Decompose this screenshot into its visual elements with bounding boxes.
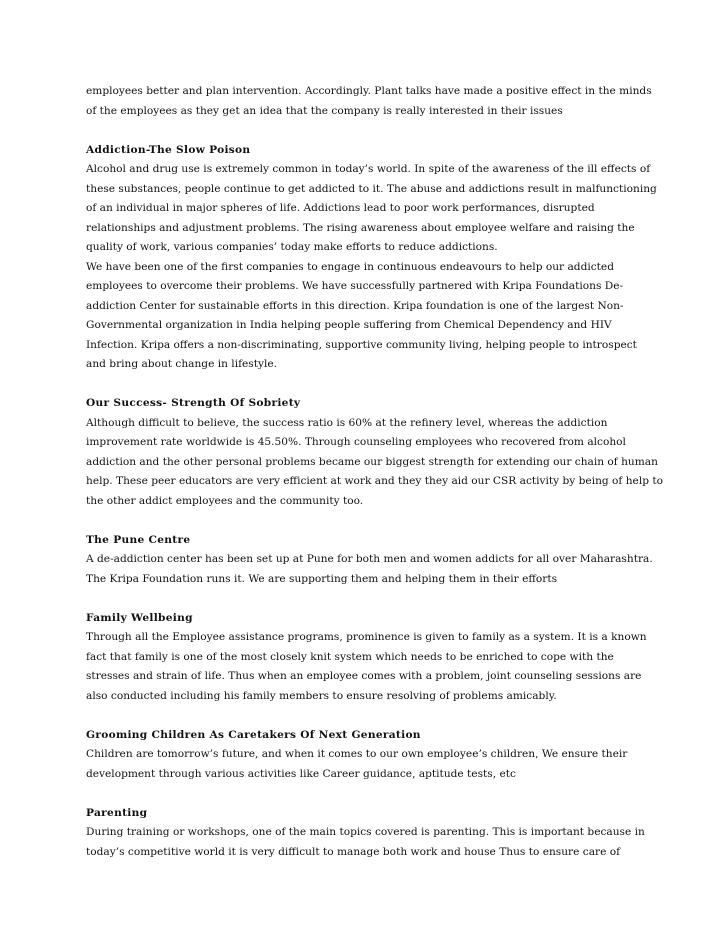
text-line: A de-addiction center has been set up at Pune for both men and women addicts for all over Maharashtra. (86, 553, 653, 565)
paragraph-gap (86, 589, 656, 609)
text-line: today’s competitive world it is very difficult to manage both work and house Thus to ensure care of (86, 845, 621, 858)
text-line: employees better and plan intervention. Accordingly. Plant talks have made a positive effect in the minds (86, 85, 652, 97)
text-line: Infection. Kripa offers a non-discriminating, supportive community living, helping people to introspect (86, 338, 637, 351)
section-family-wellbeing (86, 609, 656, 707)
text-line: stresses and strain of life. Thus when an employee comes with a problem, joint counseling sessions are (86, 670, 642, 682)
text-line: addiction and the other personal problems became our biggest strength for extending our chain of human (86, 455, 658, 468)
section-heading: Parenting (86, 806, 148, 819)
text-line: improvement rate worldwide is 45.50%. Through counseling employees who recovered from alcohol (86, 436, 626, 448)
text-line: of an individual in major spheres of life. Addictions lead to poor work performances, disrupted (86, 202, 595, 214)
text-line: Through all the Employee assistance programs, prominence is given to family as a system. It is a known (86, 631, 647, 643)
text-line: also conducted including his family members to ensure resolving of problems amicably. (86, 689, 557, 702)
text-line: employees to overcome their problems. We have successfully partnered with Kripa Foundations De- (86, 280, 624, 292)
paragraph-gap (86, 706, 656, 726)
section-addiction (86, 141, 656, 375)
text-line: these substances, people continue to get addicted to it. The abuse and addictions result in malfunctioning (86, 182, 657, 195)
text-line: the other addict employees and the community too. (86, 494, 364, 507)
section-heading: Our Success- Strength Of Sobriety (86, 397, 301, 409)
text-line: quality of work, various companies’ today make efforts to reduce addictions. (86, 241, 498, 253)
text-line: and bring about change in lifestyle. (86, 358, 277, 370)
paragraph-gap (86, 511, 656, 531)
text-line: Children are tomorrow’s future, and when it comes to our own employee’s children, We ensure their (86, 748, 628, 760)
text-line: During training or workshops, one of the main topics covered is parenting. This is important because in (86, 826, 645, 838)
section-pune-centre (86, 531, 656, 590)
text-line: We have been one of the first companies to engage in continuous endeavours to help our addicted (86, 260, 614, 273)
text-line: of the employees as they get an idea that the company is really interested in their issues (86, 104, 563, 117)
paragraph-gap (86, 121, 656, 141)
section-heading: Grooming Children As Caretakers Of Next Generation (86, 728, 421, 741)
paragraph-gap (86, 375, 656, 395)
section-grooming-children (86, 726, 656, 785)
section-heading: The Pune Centre (86, 533, 191, 546)
text-line: Alcohol and drug use is extremely common in today’s world. In spite of the awareness of the ill effects of (86, 163, 651, 175)
text-line: help. These peer educators are very efficient at work and they they aid our CSR activity by being of help to (86, 475, 663, 487)
text-line: The Kripa Foundation runs it. We are supporting them and helping them in their efforts (86, 572, 558, 585)
text-line: Governmental organization in India helping people suffering from Chemical Dependency and HIV (86, 319, 612, 331)
intro-paragraph (86, 82, 656, 121)
text-line: development through various activities like Career guidance, aptitude tests, etc (86, 767, 516, 780)
document-page (86, 82, 663, 862)
text-line: Although difficult to believe, the success ratio is 60% at the refinery level, whereas the addiction (86, 416, 608, 429)
text-line: relationships and adjustment problems. The rising awareness about employee welfare and raising the (86, 221, 635, 234)
section-heading: Addiction-The Slow Poison (86, 143, 251, 156)
text-line: addiction Center for sustainable efforts in this direction. Kripa foundation is one of the largest Non- (86, 299, 624, 312)
section-heading: Family Wellbeing (86, 611, 193, 624)
section-our-success (86, 394, 663, 511)
section-parenting (86, 804, 656, 863)
paragraph-gap (86, 784, 656, 804)
text-line: fact that family is one of the most closely knit system which needs to be enriched to cope with the (86, 650, 614, 663)
